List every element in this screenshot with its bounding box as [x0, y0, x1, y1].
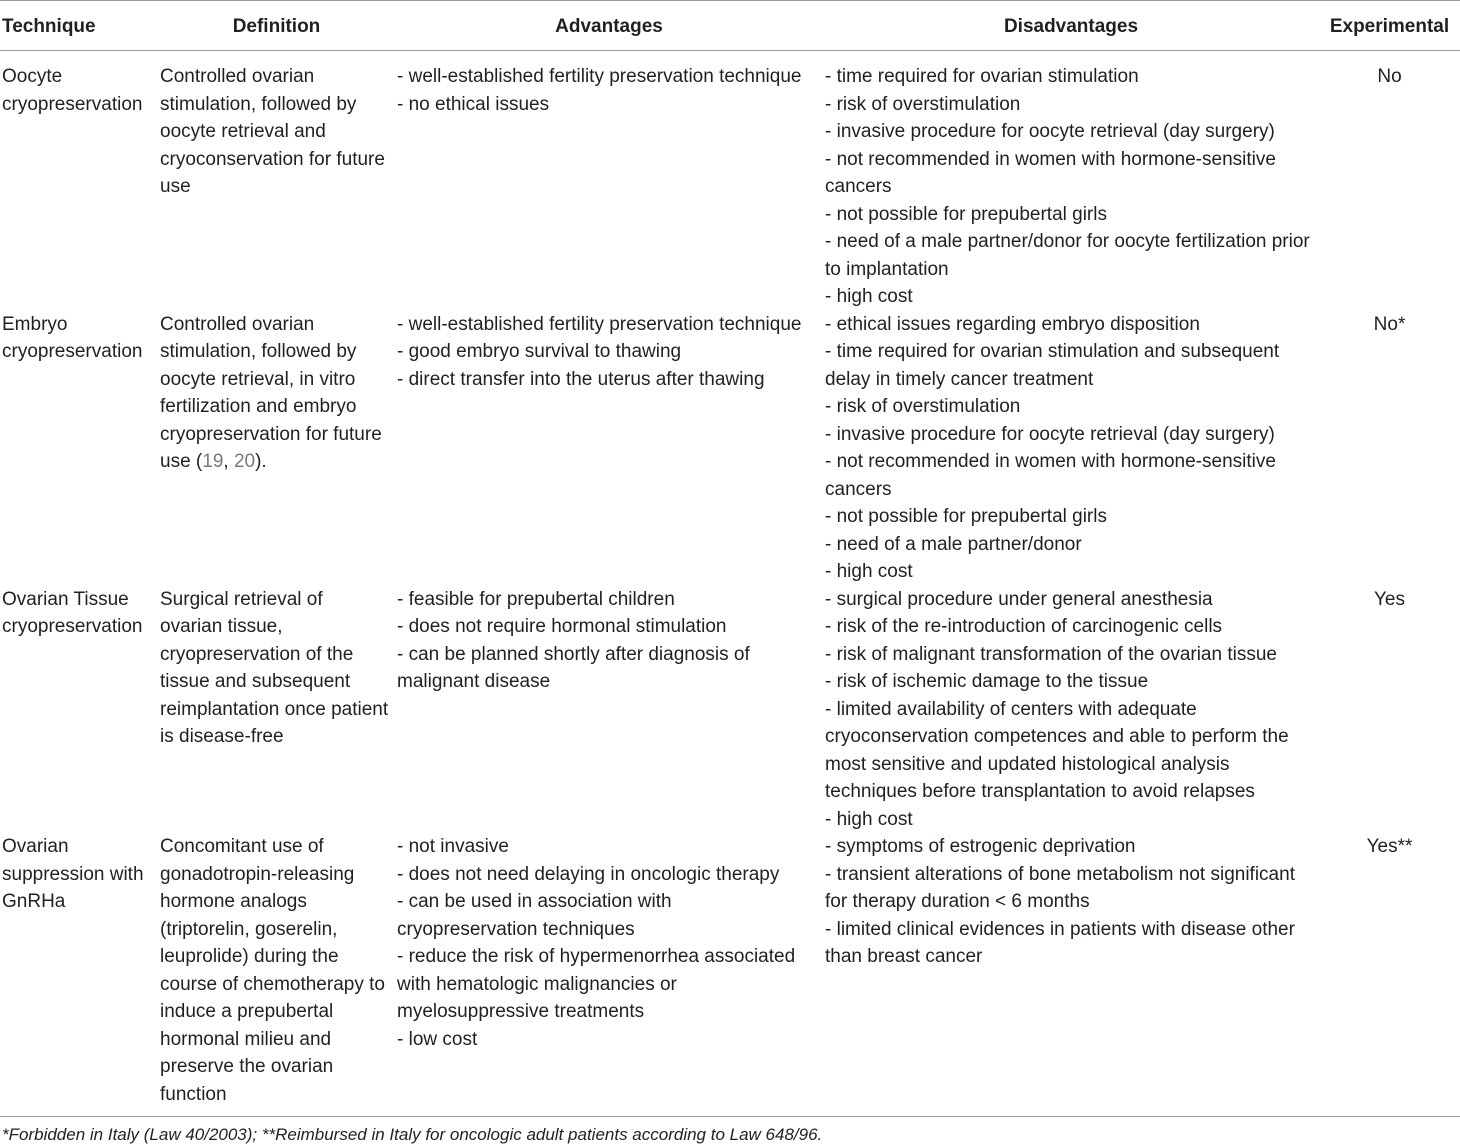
- advantage-item: - can be used in association with cryopreservation techniques: [397, 891, 672, 940]
- advantage-item: - does not need delaying in oncologic therapy: [397, 863, 780, 885]
- disadvantage-item: - not recommended in women with hormone-sensitive cancers: [825, 148, 1276, 197]
- advantage-item: - well-established fertility preservation technique: [397, 66, 802, 87]
- table-row: [0, 833, 1460, 1108]
- advantage-item: - feasible for prepubertal children: [397, 588, 675, 610]
- definition-end: ).: [255, 451, 267, 472]
- reference-separator: ,: [223, 451, 234, 472]
- definition-cell: Concomitant use of gonadotropin-releasing hormone analogs (triptorelin, goserelin, leuprolide) during the course of chemotherapy to induce a prepubertal hormonal milieu and preserve the ovarian function: [160, 836, 385, 1105]
- disadvantage-item: - ethical issues regarding embryo disposition: [825, 313, 1200, 335]
- advantages-cell: [395, 833, 823, 1108]
- disadvantage-item: - high cost: [825, 561, 913, 582]
- table-header-row: [0, 1, 1460, 51]
- disadvantage-item: - invasive procedure for oocyte retrieval (day surgery): [825, 423, 1275, 445]
- disadvantage-item: - high cost: [825, 808, 913, 830]
- disadvantage-item: - not possible for prepubertal girls: [825, 203, 1107, 225]
- disadvantage-item: - symptoms of estrogenic deprivation: [825, 836, 1136, 857]
- disadvantage-item: - risk of overstimulation: [825, 93, 1021, 115]
- disadvantages-cell: [823, 311, 1319, 586]
- disadvantages-cell: [823, 51, 1319, 311]
- disadvantages-cell: [823, 586, 1319, 834]
- advantage-item: - low cost: [397, 1028, 478, 1050]
- definition-text: Controlled ovarian stimulation, followed by oocyte retrieval, in vitro fertilization and embryo cryopreservation for future use (: [160, 313, 382, 472]
- advantage-item: - good embryo survival to thawing: [397, 341, 682, 362]
- advantages-cell: [395, 51, 823, 311]
- technique-cell: Ovarian suppression with GnRHa: [2, 836, 144, 912]
- header-experimental: Experimental: [1329, 16, 1450, 37]
- disadvantage-item: - risk of malignant transformation of the ovarian tissue: [825, 643, 1277, 665]
- table-bottom-rule: [0, 1116, 1460, 1117]
- advantage-item: - not invasive: [397, 836, 509, 857]
- definition-cell: Controlled ovarian stimulation, followed by oocyte retrieval and cryoconservation for future use: [160, 66, 385, 197]
- technique-cell: Embryo cryopreservation: [2, 313, 143, 362]
- advantage-item: - no ethical issues: [397, 93, 550, 115]
- technique-cell: Oocyte cryopreservation: [2, 66, 143, 115]
- disadvantage-item: - transient alterations of bone metabolism not significant for therapy duration < 6 months: [825, 863, 1295, 912]
- disadvantage-item: - surgical procedure under general anesthesia: [825, 588, 1213, 610]
- definition-cell: [158, 311, 395, 586]
- disadvantage-item: - need of a male partner/donor: [825, 533, 1082, 555]
- disadvantage-item: - invasive procedure for oocyte retrieval (day surgery): [825, 121, 1275, 142]
- header-advantages: Advantages: [555, 16, 663, 37]
- experimental-cell: No*: [1373, 313, 1406, 335]
- reference-link-20[interactable]: 20: [233, 451, 256, 472]
- advantages-cell: [395, 586, 823, 834]
- experimental-cell: No: [1377, 66, 1402, 87]
- table-row: [0, 586, 1460, 834]
- disadvantage-item: - time required for ovarian stimulation: [825, 66, 1139, 87]
- disadvantage-item: - risk of the re-introduction of carcinogenic cells: [825, 616, 1223, 637]
- disadvantage-item: - not possible for prepubertal girls: [825, 506, 1107, 527]
- advantage-item: - reduce the risk of hypermenorrhea associated with hematologic malignancies or myelosuppressive treatments: [397, 946, 796, 1022]
- definition-cell: Surgical retrieval of ovarian tissue, cryopreservation of the tissue and subsequent reimplantation once patient is disease-free: [160, 588, 389, 747]
- disadvantage-item: - time required for ovarian stimulation and subsequent delay in timely cancer treatment: [825, 341, 1280, 390]
- advantage-item: - direct transfer into the uterus after thawing: [397, 368, 765, 390]
- advantages-cell: [395, 311, 823, 586]
- table-footnote: *Forbidden in Italy (Law 40/2003); **Reimbursed in Italy for oncologic adult patients according to Law 648/96.: [2, 1125, 823, 1144]
- header-technique: Technique: [2, 16, 96, 37]
- disadvantages-cell: [823, 833, 1319, 1108]
- disadvantage-item: - limited availability of centers with adequate cryoconservation competences and able to perform the most sensitive and updated histological analysis techniques before transplantation to avoid relapses: [825, 698, 1289, 802]
- header-definition: Definition: [232, 16, 321, 37]
- disadvantage-item: - high cost: [825, 286, 913, 307]
- disadvantage-item: - need of a male partner/donor for oocyte fertilization prior to implantation: [825, 231, 1310, 280]
- advantage-item: - does not require hormonal stimulation: [397, 616, 727, 637]
- disadvantage-item: - limited clinical evidences in patients with disease other than breast cancer: [825, 918, 1295, 967]
- disadvantage-item: - risk of overstimulation: [825, 396, 1021, 417]
- table-row: [0, 51, 1460, 311]
- advantage-item: - well-established fertility preservation technique: [397, 313, 802, 335]
- experimental-cell: Yes: [1374, 588, 1405, 610]
- disadvantage-item: - risk of ischemic damage to the tissue: [825, 671, 1149, 692]
- technique-cell: Ovarian Tissue cryopreservation: [2, 588, 143, 637]
- reference-link-19[interactable]: 19: [202, 451, 224, 472]
- advantage-item: - can be planned shortly after diagnosis of malignant disease: [397, 643, 750, 692]
- header-disadvantages: Disadvantages: [1003, 16, 1139, 37]
- experimental-cell: Yes**: [1366, 836, 1413, 857]
- table-row: [0, 311, 1460, 586]
- disadvantage-item: - not recommended in women with hormone-sensitive cancers: [825, 451, 1276, 500]
